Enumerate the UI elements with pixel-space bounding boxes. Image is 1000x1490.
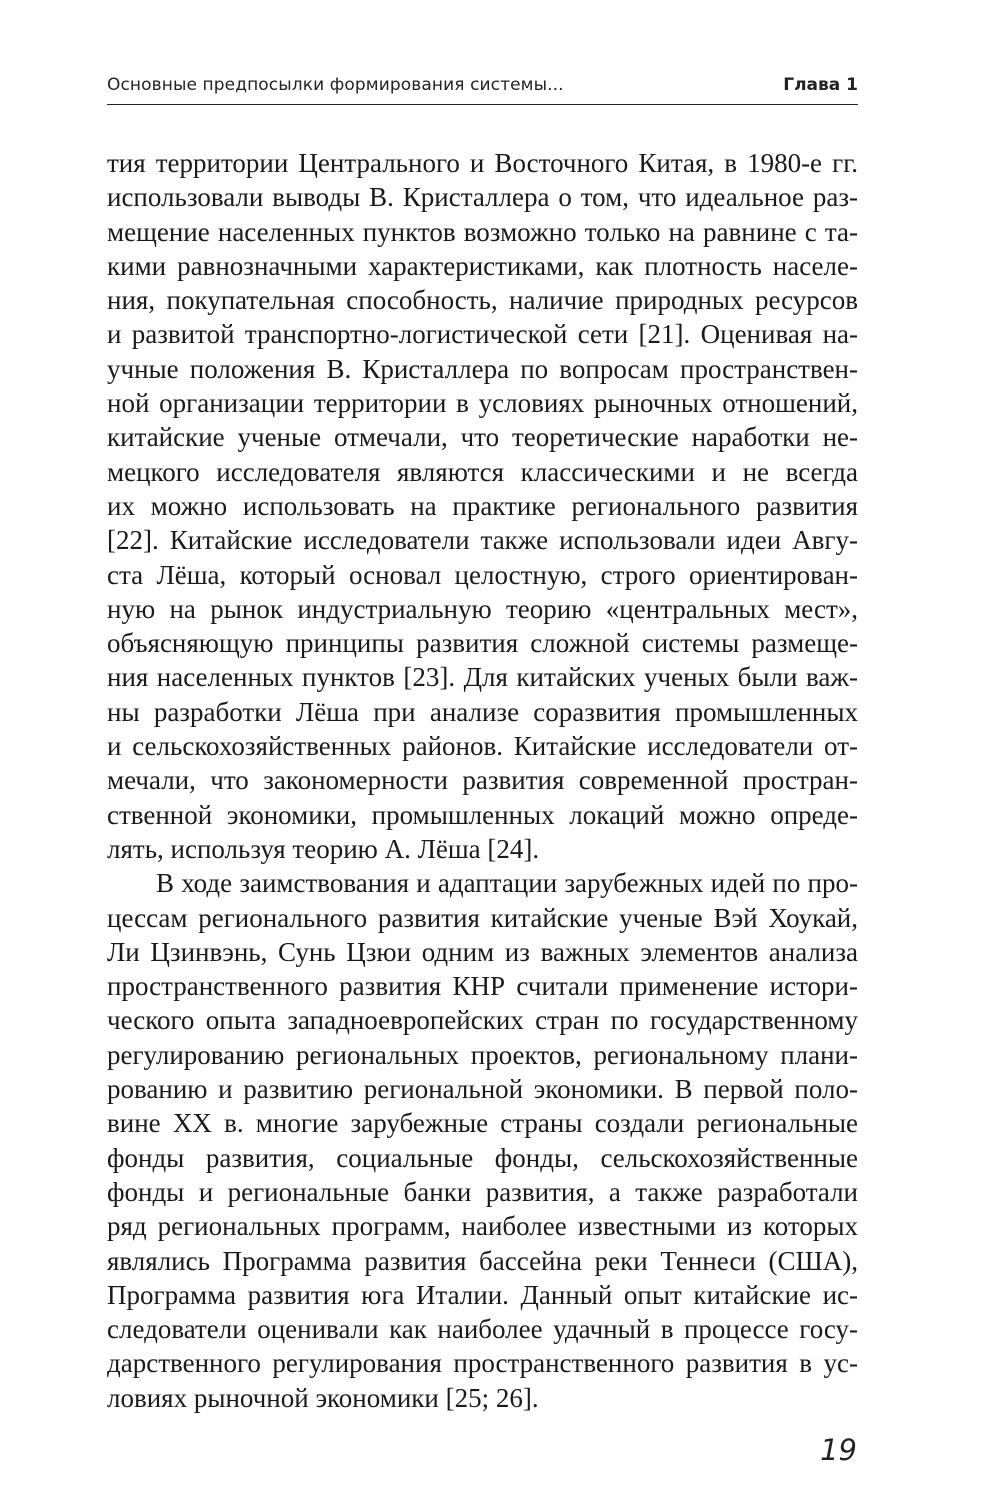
running-header [107,72,858,105]
text-line: объясняющую принципы развития сложной системы размеще- [107,628,858,659]
text-line: пространственного развития КНР считали применение истори- [107,971,858,1002]
text-line: их можно использовать на практике регионального развития [107,490,858,521]
text-line: кими равнозначными характеристиками, как плотность населе- [107,250,858,281]
text-line: фонды развития, социальные фонды, сельскохозяйственные [107,1142,858,1173]
running-header-title: Основные предпосылки формирования системы... [107,75,564,95]
text-line: следователи оценивали как наиболее удачный в процессе госу- [107,1314,858,1345]
text-line: цессам регионального развития китайские ученые Вэй Хоукай, [107,902,858,933]
text-line: ния населенных пунктов [23]. Для китайских ученых были важ- [107,662,858,693]
text-line: регулированию региональных проектов, региональному плани- [107,1039,858,1070]
text-line: рованию и развитию региональной экономики. В первой поло- [107,1074,858,1105]
text-line: ловиях рыночной экономики [25; 26]. [107,1382,539,1413]
text-line: китайские ученые отмечали, что теоретические наработки не- [107,422,858,453]
text-line: учные положения В. Кристаллера по вопросам пространствен- [107,353,858,384]
text-line: являлись Программа развития бассейна реки Теннеси (США), [107,1245,858,1276]
running-header-chapter: Глава 1 [783,75,858,95]
text-line: и развитой транспортно-логистической сети [21]. Оценивая на- [107,319,858,350]
text-line: ческого опыта западноевропейских стран по государственному [107,1005,858,1036]
text-line: лять, используя теорию А. Лёша [24]. [107,833,540,864]
text-line: ряд региональных программ, наиболее известными из которых [107,1211,858,1242]
text-line: ную на рынок индустриальную теорию «центральных мест», [107,593,858,624]
text-line: ной организации территории в условиях рыночных отношений, [107,388,858,419]
body-text [107,146,858,1415]
text-line: мещение населенных пунктов возможно только на равнине с та- [107,216,858,247]
text-line: ственной экономики, промышленных локаций можно опреде- [107,799,858,830]
text-line: ны разработки Лёша при анализе соразвития промышленных [107,696,858,727]
text-line: Программа развития юга Италии. Данный опыт китайские ис- [107,1279,858,1310]
text-line: [22]. Китайские исследователи также использовали идеи Авгу- [107,525,858,556]
text-line: использовали выводы В. Кристаллера о том, что идеальное раз- [107,182,858,213]
text-line: и сельскохозяйственных районов. Китайские исследователи от- [107,731,858,762]
text-line: ста Лёша, который основал целостную, строго ориентирован- [107,559,858,590]
text-line: вине XX в. многие зарубежные страны создали региональные [107,1108,858,1139]
text-line: Ли Цзинвэнь, Сунь Цзюи одним из важных элементов анализа [107,936,858,967]
text-line: тия территории Центрального и Восточного Китая, в 1980-е гг. [107,148,858,178]
text-line: фонды и региональные банки развития, а также разработали [107,1176,858,1207]
text-line: мецкого исследователя являются классическими и не всегда [107,456,858,487]
text-line: дарственного регулирования пространственного развития в ус- [107,1348,858,1379]
text-line: В ходе заимствования и адаптации зарубежных идей по про- [156,868,858,899]
page-number: 19 [820,1433,857,1467]
text-line: мечали, что закономерности развития современной простран- [107,765,858,796]
text-line: ния, покупательная способность, наличие природных ресурсов [107,285,858,316]
